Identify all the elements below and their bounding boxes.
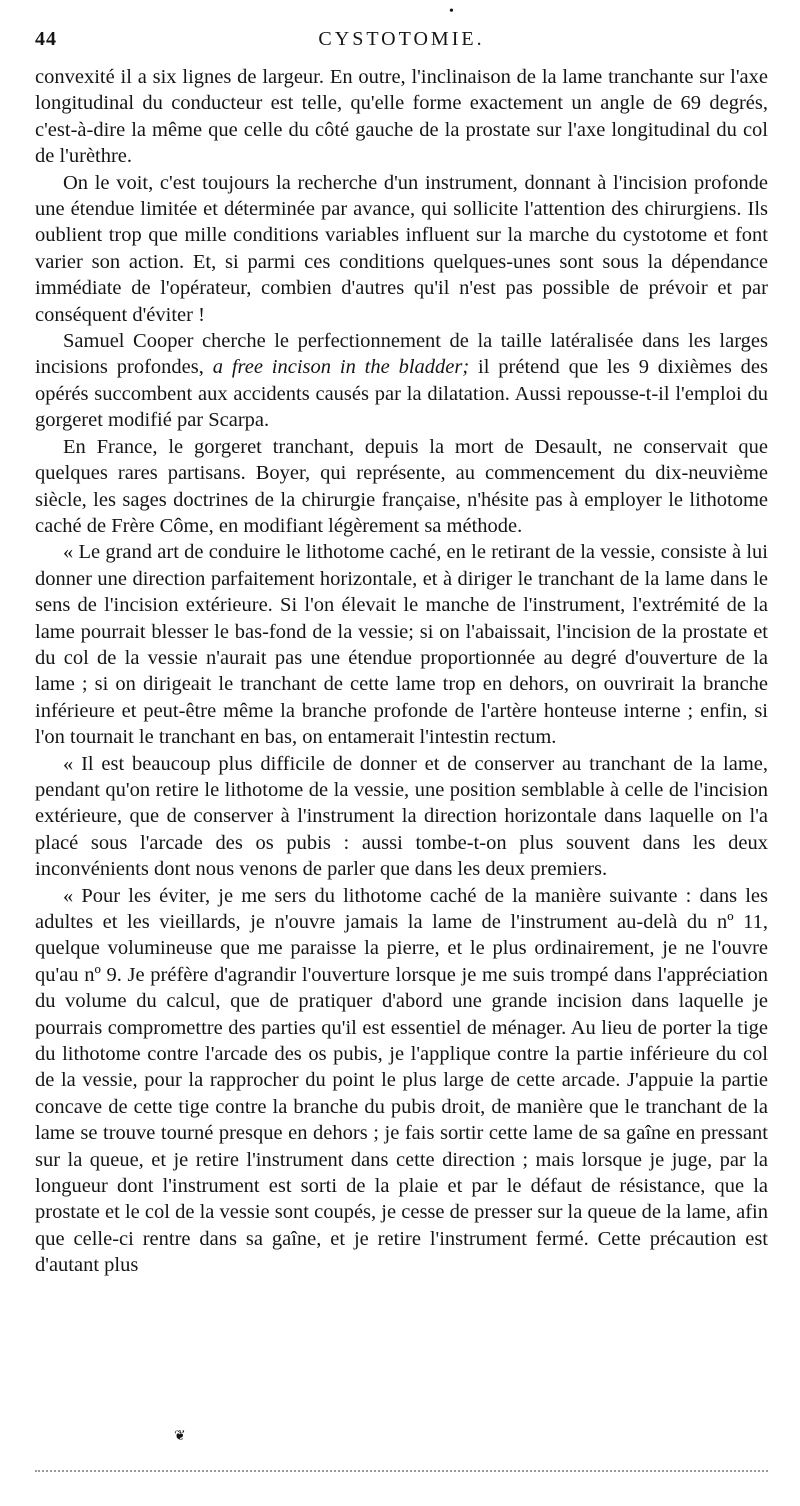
body-text	[35, 64, 768, 1279]
paragraph: convexité il a six lignes de largeur. En outre, l'inclinaison de la lame tranchante sur l'axe longitudinal du conducteur est telle, qu'elle forme exactement un angle de 69 degrés, c'est-à-dire la même que celle du côté gauche de la prostate sur l'axe longitudinal du col de l'urèthre.	[35, 66, 768, 168]
quoted-english-phrase: a free incison in the bladder;	[212, 356, 470, 379]
paragraph: « Le grand art de conduire le lithotome caché, en le retirant de la vessie, consiste à lui donner une direction parfaitement horizontale, et à diriger le tranchant de la lame dans le sens de l'incision extérieure. Si l'on élevait le manche de l'instrument, l'extrémité de la lame pourrait blesser le bas-fond de la vessie; si on l'abaissait, l'incision de la prostate et du col de la vessie n'aurait pas une étendue proportionnée au degré d'ouverture de la lame ; si on dirigeait le tranchant de cette lame trop en dehors, on ouvrirait la branche inférieure et peut-être même la branche profonde de l'artère honteuse interne ; enfin, si l'on tournait le tranchant en bas, on entamerait l'intestin rectum.	[35, 541, 768, 749]
paragraph: On le voit, c'est toujours la recherche d'un instrument, donnant à l'incision profonde une étendue limitée et déterminée par avance, qui sollicite l'attention des chirurgiens. Ils oublient trop que mille conditions variables influent sur la marche du cystotome et font varier son action. Et, si parmi ces conditions quelques-unes sont sous la dépendance immédiate de l'opérateur, combien d'autres qu'il n'est pas possible de prévoir et par conséquent d'éviter !	[35, 171, 768, 326]
paragraph-text: il prétend que les 9 dixièmes des opérés succombent aux accidents causés par la dilatation. Aussi repousse-t-il l'emploi du gorgeret modifié par Scarpa.	[35, 356, 768, 432]
paragraph-text: Samuel Cooper cherche le perfectionnement de la taille latéralisée dans les larges incisions profondes,	[35, 330, 768, 379]
page-header	[35, 4, 768, 58]
page-number: 44	[35, 28, 57, 50]
footer-ornament: ❦	[174, 1428, 186, 1444]
paragraph: En France, le gorgeret tranchant, depuis la mort de Desault, ne conservait que quelques rares partisans. Boyer, qui représente, au commencement du dix-neuvième siècle, les sages doctrines de la chirurgie française, n'hésite pas à employer le lithotome caché de Frère Côme, en modifiant légèrement sa méthode.	[35, 435, 768, 537]
paragraph	[35, 328, 768, 434]
paragraph: « Pour les éviter, je me sers du lithotome caché de la manière suivante : dans les adultes et les vieillards, je n'ouvre jamais la lame de l'instrument au-delà du nº 11, quelque volumineuse que me paraisse la pierre, et le plus ordinairement, je ne l'ouvre qu'au nº 9. Je préfère d'agrandir l'ouverture lorsque je me suis trompé dans l'appréciation du volume du calcul, que de pratiquer d'abord une grande incision dans laquelle je pourrais compromettre des parties qu'il est essentiel de ménager. Au lieu de porter la tige du lithotome contre l'arcade des os pubis, je l'applique contre la partie inférieure du col de la vessie, pour la rapprocher du point le plus large de cette arcade. J'appuie la partie concave de cette tige contre la branche du pubis droit, de manière que le tranchant de la lame se trouve tourné presque en dehors ; je fais sortir cette lame de sa gaîne en pressant sur la queue, et je retire l'instrument dans cette direction ; mais lorsque je juge, par la longueur dont l'instrument est sorti de la plaie et par le défaut de résistance, que la prostate et le col de la vessie sont coupés, je cesse de presser sur la queue de la lame, afin que celle-ci rentre dans sa gaîne, et je retire l'instrument fermé. Cette précaution est d'autant plus	[35, 884, 768, 1277]
running-head: CYSTOTOMIE.	[318, 28, 485, 50]
paragraph: « Il est beaucoup plus difficile de donner et de conserver au tranchant de la lame, pendant qu'on retire le lithotome de la vessie, une position semblable à celle de l'incision extérieure, que de conserver à l'instrument la direction horizontale dans laquelle on l'a placé sous l'arcade des os pubis : aussi tombe-t-on plus souvent dans les deux inconvénients dont nous venons de parler que dans les deux premiers.	[35, 752, 768, 881]
book-page	[35, 0, 768, 1506]
footer-rule	[35, 1470, 768, 1472]
header-mark: •	[449, 4, 454, 19]
